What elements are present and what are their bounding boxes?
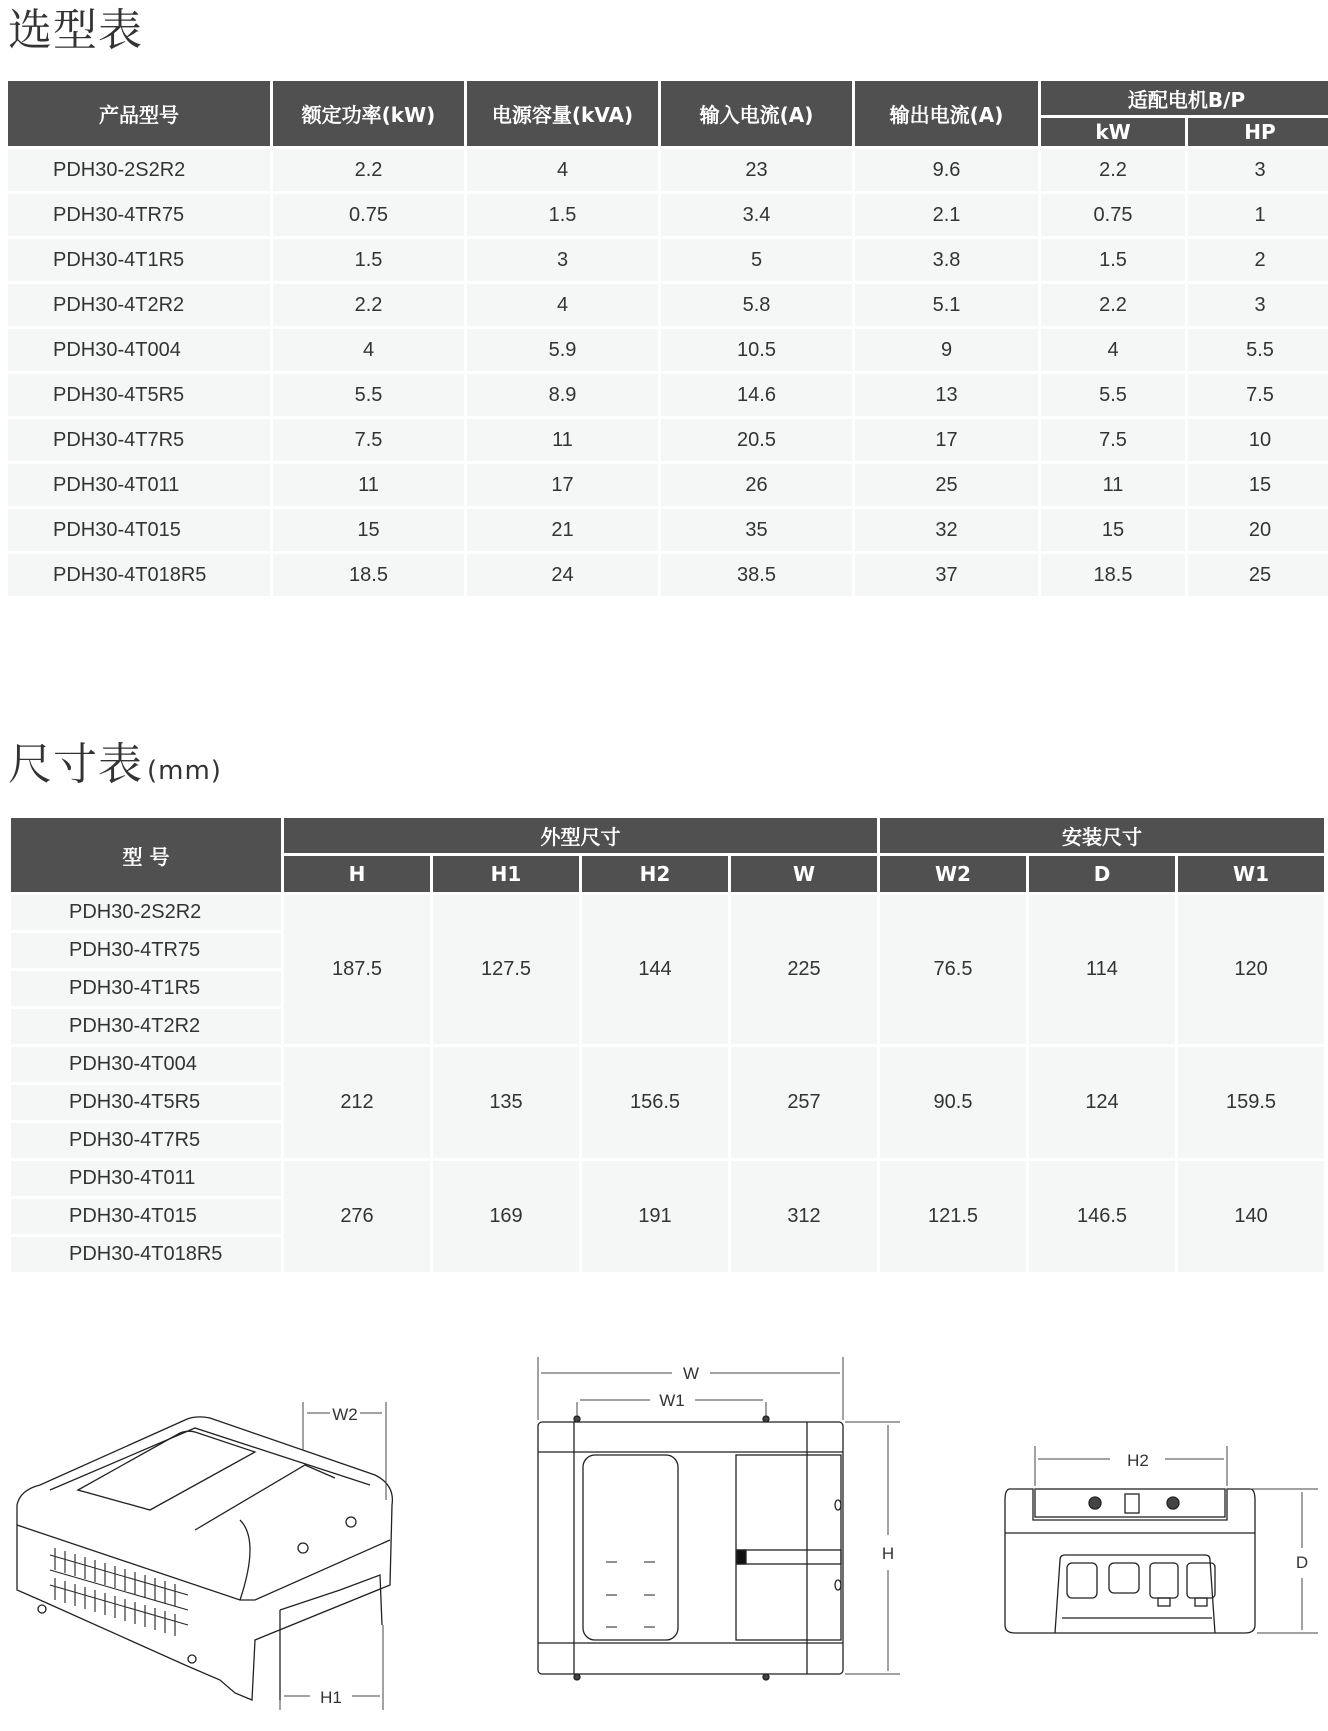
header-output-current: 输出电流(A) — [855, 81, 1038, 146]
dim-w1-cell: 159.5 — [1178, 1047, 1324, 1158]
table-row — [8, 329, 1328, 371]
rated-power-cell: 5.5 — [273, 374, 464, 416]
header-w2: W2 — [880, 856, 1026, 892]
dim-h2-cell: 144 — [582, 895, 728, 1044]
input-current-cell: 26 — [661, 464, 852, 506]
dim-w-cell: 257 — [731, 1047, 877, 1158]
dimensions-title: 尺寸表 (mm) — [8, 739, 222, 790]
table-row — [8, 464, 1328, 506]
output-current-cell: 13 — [855, 374, 1038, 416]
dim-d-cell: 114 — [1029, 895, 1175, 1044]
capacity-cell: 3 — [467, 239, 658, 281]
table-row — [11, 895, 1324, 930]
motor-kw-cell: 18.5 — [1041, 554, 1185, 596]
capacity-cell: 4 — [467, 149, 658, 191]
header-w: W — [731, 856, 877, 892]
motor-kw-cell: 15 — [1041, 509, 1185, 551]
header-motor-hp: HP — [1188, 118, 1328, 146]
dim-w-cell: 312 — [731, 1161, 877, 1272]
dim-d-cell: 146.5 — [1029, 1161, 1175, 1272]
svg-text:D: D — [1295, 1553, 1309, 1572]
table-row — [8, 194, 1328, 236]
input-current-cell: 5 — [661, 239, 852, 281]
model-cell: PDH30-4T1R5 — [11, 971, 281, 1006]
header-d: D — [1029, 856, 1175, 892]
header-capacity: 电源容量(kVA) — [467, 81, 658, 146]
header-h1: H1 — [433, 856, 579, 892]
dim-h2-cell: 156.5 — [582, 1047, 728, 1158]
dim-w1-cell: 120 — [1178, 895, 1324, 1044]
capacity-cell: 17 — [467, 464, 658, 506]
svg-text:H2: H2 — [1127, 1451, 1149, 1470]
motor-kw-cell: 11 — [1041, 464, 1185, 506]
motor-hp-cell: 25 — [1188, 554, 1328, 596]
input-current-cell: 5.8 — [661, 284, 852, 326]
model-cell: PDH30-4T2R2 — [11, 1009, 281, 1044]
header-outer-dimensions: 外型尺寸 — [284, 818, 877, 853]
dim-h1-cell: 169 — [433, 1161, 579, 1272]
svg-text:W2: W2 — [332, 1405, 358, 1424]
input-current-cell: 20.5 — [661, 419, 852, 461]
output-current-cell: 32 — [855, 509, 1038, 551]
side-view-drawing — [990, 1430, 1320, 1650]
motor-hp-cell: 10 — [1188, 419, 1328, 461]
rated-power-cell: 2.2 — [273, 149, 464, 191]
model-cell: PDH30-4T5R5 — [8, 374, 270, 416]
motor-hp-cell: 5.5 — [1188, 329, 1328, 371]
svg-text:H: H — [881, 1544, 895, 1563]
rated-power-cell: 15 — [273, 509, 464, 551]
motor-hp-cell: 20 — [1188, 509, 1328, 551]
model-cell: PDH30-4T011 — [11, 1161, 281, 1196]
motor-hp-cell: 3 — [1188, 284, 1328, 326]
output-current-cell: 25 — [855, 464, 1038, 506]
header-model: 型 号 — [11, 818, 281, 892]
table-row — [8, 149, 1328, 191]
header-motor-kw: kW — [1041, 118, 1185, 146]
motor-hp-cell: 15 — [1188, 464, 1328, 506]
table-row — [8, 509, 1328, 551]
capacity-cell: 21 — [467, 509, 658, 551]
model-cell: PDH30-4T018R5 — [11, 1237, 281, 1272]
dim-h2-cell: 191 — [582, 1161, 728, 1272]
model-cell: PDH30-4T004 — [11, 1047, 281, 1082]
header-h: H — [284, 856, 430, 892]
model-cell: PDH30-4T7R5 — [11, 1123, 281, 1158]
rated-power-cell: 0.75 — [273, 194, 464, 236]
dim-w2-cell: 76.5 — [880, 895, 1026, 1044]
dim-h1-cell: 127.5 — [433, 895, 579, 1044]
table-row — [8, 419, 1328, 461]
capacity-cell: 24 — [467, 554, 658, 596]
rated-power-cell: 2.2 — [273, 284, 464, 326]
input-current-cell: 23 — [661, 149, 852, 191]
capacity-cell: 1.5 — [467, 194, 658, 236]
dim-d-cell: 124 — [1029, 1047, 1175, 1158]
table-row — [11, 1047, 1324, 1082]
motor-hp-cell: 1 — [1188, 194, 1328, 236]
model-cell: PDH30-4TR75 — [8, 194, 270, 236]
model-cell: PDH30-4T011 — [8, 464, 270, 506]
motor-kw-cell: 4 — [1041, 329, 1185, 371]
header-install-dimensions: 安装尺寸 — [880, 818, 1324, 853]
svg-text:W1: W1 — [659, 1391, 685, 1410]
header-h2: H2 — [582, 856, 728, 892]
header-motor: 适配电机B/P — [1041, 81, 1328, 115]
motor-hp-cell: 7.5 — [1188, 374, 1328, 416]
motor-kw-cell: 2.2 — [1041, 284, 1185, 326]
model-cell: PDH30-4T2R2 — [8, 284, 270, 326]
selection-title: 选型表 — [8, 5, 143, 56]
output-current-cell: 9.6 — [855, 149, 1038, 191]
rated-power-cell: 1.5 — [273, 239, 464, 281]
input-current-cell: 3.4 — [661, 194, 852, 236]
model-cell: PDH30-4T004 — [8, 329, 270, 371]
model-cell: PDH30-4T1R5 — [8, 239, 270, 281]
table-row — [8, 374, 1328, 416]
input-current-cell: 38.5 — [661, 554, 852, 596]
selection-table — [5, 78, 1328, 599]
table-row — [8, 284, 1328, 326]
rated-power-cell: 11 — [273, 464, 464, 506]
front-view-drawing — [520, 1340, 920, 1720]
header-model: 产品型号 — [8, 81, 270, 146]
motor-kw-cell: 1.5 — [1041, 239, 1185, 281]
input-current-cell: 10.5 — [661, 329, 852, 371]
model-cell: PDH30-4T015 — [11, 1199, 281, 1234]
model-cell: PDH30-4T5R5 — [11, 1085, 281, 1120]
dim-w1-cell: 140 — [1178, 1161, 1324, 1272]
model-cell: PDH30-4TR75 — [11, 933, 281, 968]
output-current-cell: 17 — [855, 419, 1038, 461]
dim-w2-cell: 90.5 — [880, 1047, 1026, 1158]
dim-h1-cell: 135 — [433, 1047, 579, 1158]
capacity-cell: 5.9 — [467, 329, 658, 371]
capacity-cell: 4 — [467, 284, 658, 326]
table-row — [11, 1161, 1324, 1196]
model-cell: PDH30-2S2R2 — [8, 149, 270, 191]
output-current-cell: 2.1 — [855, 194, 1038, 236]
motor-hp-cell: 2 — [1188, 239, 1328, 281]
svg-text:H1: H1 — [320, 1688, 342, 1707]
dim-w2-cell: 121.5 — [880, 1161, 1026, 1272]
output-current-cell: 37 — [855, 554, 1038, 596]
output-current-cell: 9 — [855, 329, 1038, 371]
model-cell: PDH30-2S2R2 — [11, 895, 281, 930]
output-current-cell: 5.1 — [855, 284, 1038, 326]
motor-kw-cell: 0.75 — [1041, 194, 1185, 236]
rated-power-cell: 7.5 — [273, 419, 464, 461]
svg-text:W: W — [682, 1364, 700, 1383]
motor-hp-cell: 3 — [1188, 149, 1328, 191]
motor-kw-cell: 7.5 — [1041, 419, 1185, 461]
dim-h-cell: 276 — [284, 1161, 430, 1272]
dim-w-cell: 225 — [731, 895, 877, 1044]
output-current-cell: 3.8 — [855, 239, 1038, 281]
model-cell: PDH30-4T7R5 — [8, 419, 270, 461]
motor-kw-cell: 5.5 — [1041, 374, 1185, 416]
dim-h-cell: 187.5 — [284, 895, 430, 1044]
capacity-cell: 11 — [467, 419, 658, 461]
header-rated-power: 额定功率(kW) — [273, 81, 464, 146]
input-current-cell: 14.6 — [661, 374, 852, 416]
table-row — [8, 554, 1328, 596]
input-current-cell: 35 — [661, 509, 852, 551]
motor-kw-cell: 2.2 — [1041, 149, 1185, 191]
dimensions-table — [8, 815, 1327, 1275]
isometric-view-drawing — [0, 1380, 420, 1720]
model-cell: PDH30-4T015 — [8, 509, 270, 551]
table-row — [8, 239, 1328, 281]
model-cell: PDH30-4T018R5 — [8, 554, 270, 596]
rated-power-cell: 18.5 — [273, 554, 464, 596]
capacity-cell: 8.9 — [467, 374, 658, 416]
header-input-current: 输入电流(A) — [661, 81, 852, 146]
dim-h-cell: 212 — [284, 1047, 430, 1158]
header-w1: W1 — [1178, 856, 1324, 892]
rated-power-cell: 4 — [273, 329, 464, 371]
